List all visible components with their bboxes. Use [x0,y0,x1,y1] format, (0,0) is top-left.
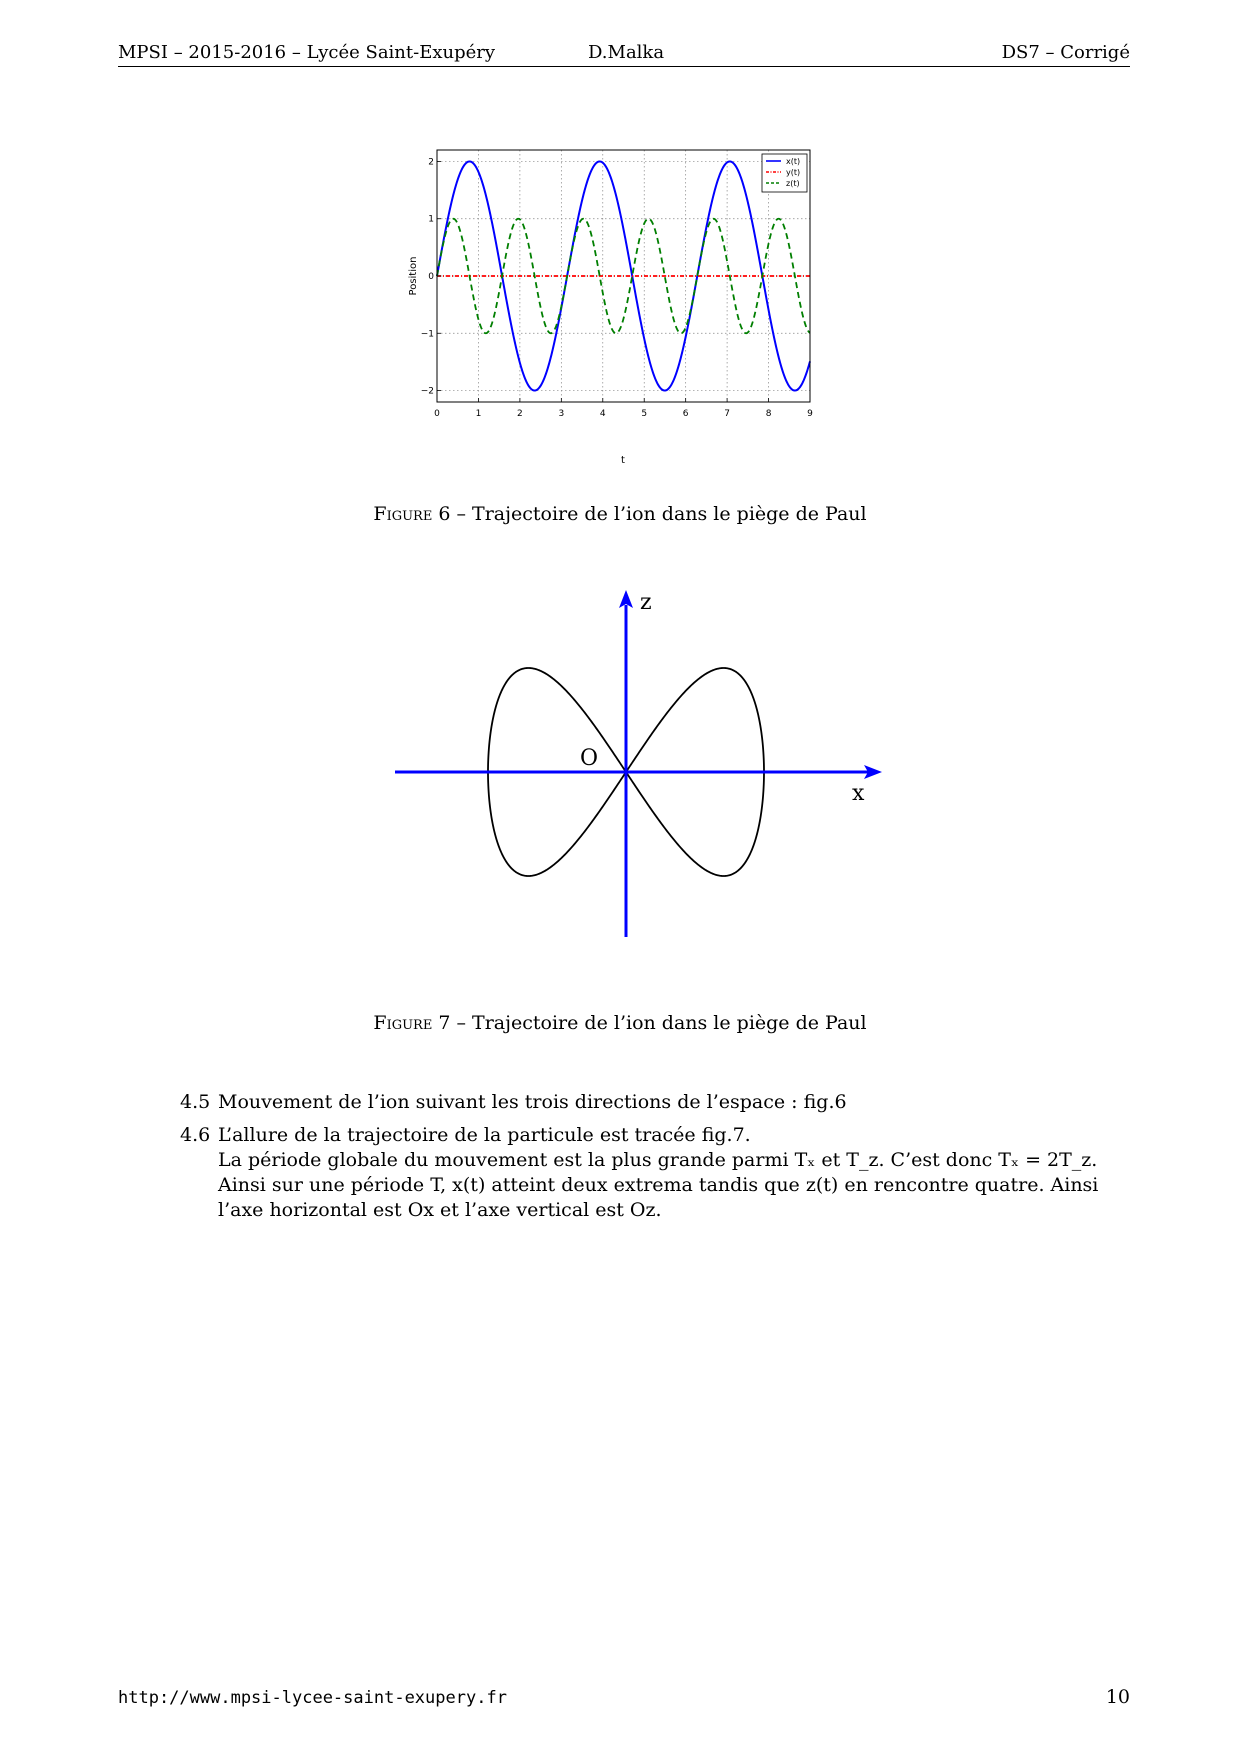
header-author: D.Malka [588,42,665,63]
x-axis-label: t [621,455,625,466]
chart-series [437,161,810,390]
x-tick-label: 2 [517,409,523,419]
x-tick-label: 4 [599,409,606,419]
chart-legend [762,154,807,192]
x-tick-label: 1 [475,409,482,419]
figure-7-label: Figure 7 [373,1012,451,1034]
x-tick-label: 3 [558,409,565,419]
x-tick-label: 9 [807,409,813,419]
origin-label: O [580,746,599,771]
x-tick-label: 7 [724,409,730,419]
answer-item [180,1090,1130,1115]
y-tick-label: 2 [428,157,434,168]
legend-label: z(t) [786,179,800,188]
item-text: L’allure de la trajectoire de la particule est tracée fig.7. [218,1124,751,1146]
z-axis-label: z [640,590,652,615]
x-tick-label: 5 [641,409,648,419]
answer-item [180,1123,1130,1223]
header-course: MPSI – 2015-2016 – Lycée Saint-Exupéry [118,42,496,63]
figure-6-chart [400,145,840,475]
figure-6-caption-text: – Trajectoire de l’ion dans le piège de Paul [450,503,867,525]
y-tick-label: −2 [420,386,434,397]
x-tick-label: 0 [434,409,440,419]
y-axis-label: Position [408,256,419,296]
legend-label: y(t) [786,168,801,177]
x-axis-label-fig7: x [852,781,865,806]
legend-label: x(t) [786,157,801,166]
figure-7-diagram [390,585,890,950]
item-explanation: La période globale du mouvement est la plus grande parmi Tₓ et T_z. C’est donc Tₓ = 2T_z. Ainsi sur une période T, x(t) atteint deux extrema tandis que z(t) en rencontre quatre. Ainsi l’axe horizontal est Ox et l’axe vertical est Oz. [218,1149,1099,1221]
figure-7-caption [0,1012,1240,1034]
x-tick-label: 8 [765,409,772,419]
legend-box [762,154,807,192]
item-number: 4.5 [180,1091,211,1113]
item-number: 4.6 [180,1124,211,1146]
figure-6-caption [0,503,1240,525]
x-tick-label: 6 [682,409,689,419]
answer-list [180,1090,1130,1231]
page-header [118,40,1130,67]
figure-7-caption-text: – Trajectoire de l’ion dans le piège de Paul [450,1012,867,1034]
header-document: DS7 – Corrigé [1001,42,1130,63]
page-number: 10 [1105,1686,1130,1708]
item-text: Mouvement de l’ion suivant les trois directions de l’espace : fig.6 [218,1091,847,1113]
y-tick-label: −1 [420,329,434,340]
footer-url-link[interactable]: http://www.mpsi-lycee-saint-exupery.fr [118,1688,507,1708]
figure-6-label: Figure 6 [373,503,451,525]
y-tick-label: 1 [428,214,434,225]
y-tick-label: 0 [428,272,434,282]
